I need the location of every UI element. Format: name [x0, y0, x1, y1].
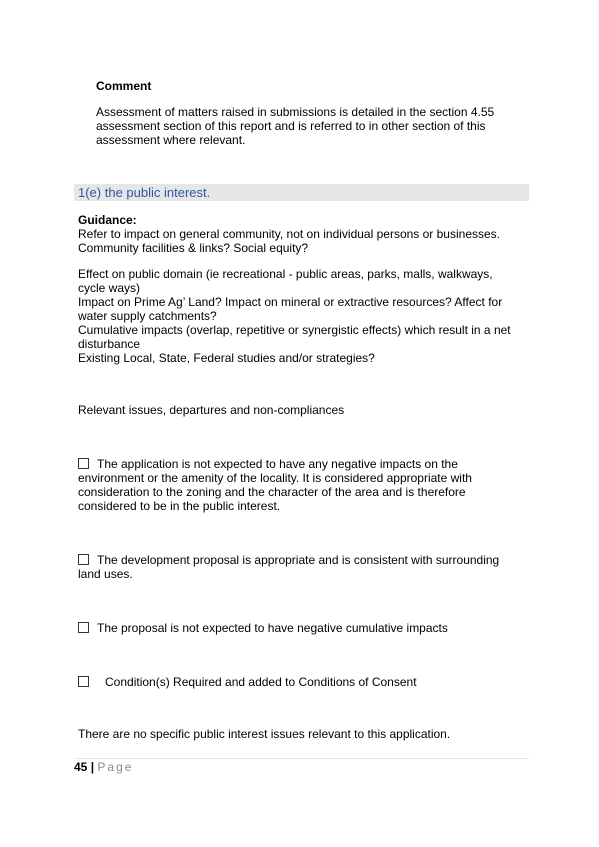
checkbox[interactable]	[78, 676, 89, 687]
comment-line: assessment where relevant.	[96, 133, 246, 147]
guidance-line: Existing Local, State, Federal studies and/or strategies?	[78, 351, 375, 365]
checkbox[interactable]	[78, 554, 89, 565]
page-number: 45	[74, 760, 88, 774]
guidance-line: disturbance	[78, 337, 141, 351]
relevant-issues-label: Relevant issues, departures and non-compliances	[78, 403, 345, 417]
guidance-heading: Guidance:	[78, 213, 137, 227]
checkbox-label-line: land uses.	[78, 567, 133, 581]
checkbox-label: Condition(s) Required and added to Conditions of Consent	[105, 675, 417, 689]
checkbox[interactable]	[78, 622, 89, 633]
guidance-line: Impact on Prime Ag’ Land? Impact on mineral or extractive resources? Affect for	[78, 295, 503, 309]
guidance-line: cycle ways)	[78, 281, 141, 295]
comment-line: assessment section of this report and is referred to in other section of this	[96, 119, 486, 133]
page-separator: |	[90, 760, 95, 774]
page-label: Page	[97, 760, 134, 774]
guidance-line: Cumulative impacts (overlap, repetitive or synergistic effects) which result in a net	[78, 323, 511, 337]
guidance-line: Community facilities & links? Social equity?	[78, 241, 309, 255]
guidance-line: water supply catchments?	[78, 309, 217, 323]
checkbox-label-line: environment or the amenity of the locality. It is considered appropriate with	[78, 471, 472, 485]
conclusion-text: There are no specific public interest issues relevant to this application.	[78, 727, 451, 741]
checkbox[interactable]	[78, 458, 89, 469]
checkbox-label: The application is not expected to have any negative impacts on the	[97, 457, 458, 471]
checkbox-label-line: consideration to the zoning and the character of the area and is therefore	[78, 485, 466, 499]
checkbox-label-line: considered to be in the public interest.	[78, 499, 281, 513]
comment-heading: Comment	[96, 79, 152, 93]
section-title: 1(e) the public interest.	[78, 185, 211, 200]
footer-divider	[74, 758, 529, 759]
checkbox-label: The proposal is not expected to have negative cumulative impacts	[97, 621, 448, 635]
page-footer	[74, 760, 133, 774]
checkbox-item	[78, 621, 448, 636]
section-heading-bar	[74, 184, 529, 201]
checkbox-label: The development proposal is appropriate and is consistent with surrounding	[97, 553, 500, 567]
guidance-line: Effect on public domain (ie recreational - public areas, parks, malls, walkways,	[78, 267, 493, 281]
comment-line: Assessment of matters raised in submissions is detailed in the section 4.55	[96, 105, 495, 119]
checkbox-item	[78, 553, 499, 568]
guidance-line: Refer to impact on general community, not on individual persons or businesses.	[78, 227, 500, 241]
checkbox-item	[78, 457, 458, 472]
checkbox-item	[78, 675, 417, 690]
